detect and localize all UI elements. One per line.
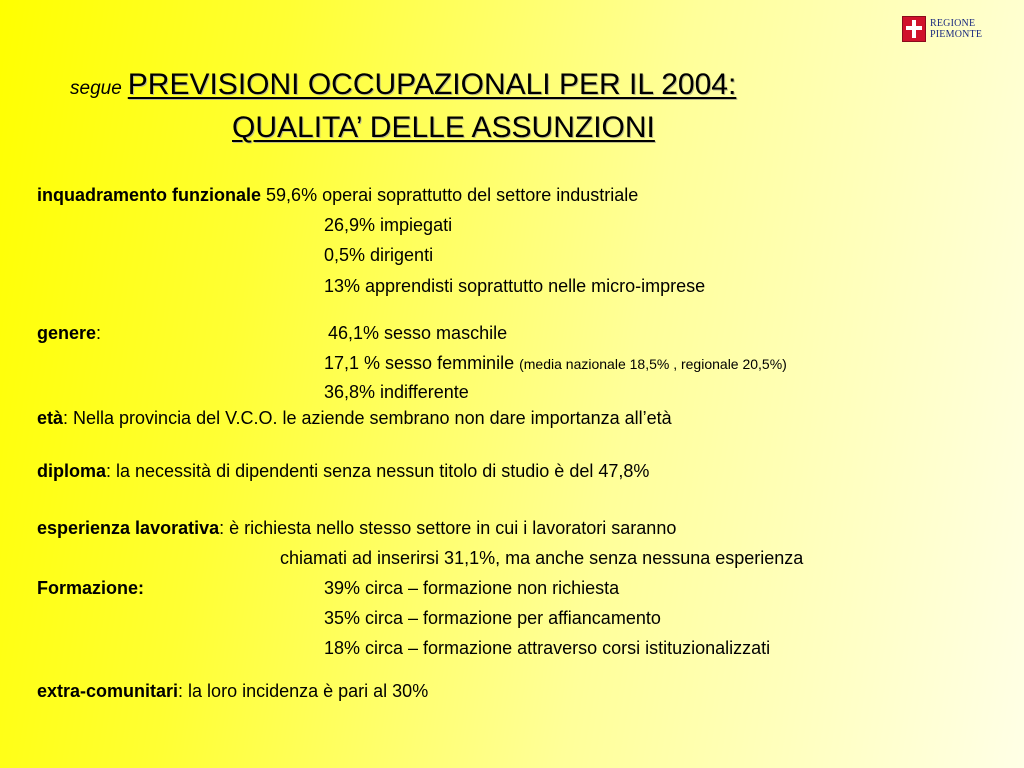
extra-label: extra-comunitari — [37, 681, 179, 701]
extra-text: : la loro incidenza è pari al 30% — [178, 681, 429, 701]
title-prefix: segue — [70, 78, 122, 99]
slide-title-line2 — [232, 111, 655, 145]
regione-piemonte-logo — [902, 16, 982, 42]
inquadramento-item: 0,5% dirigenti — [324, 245, 434, 265]
formazione-item: 18% circa – formazione attraverso corsi istituzionalizzati — [324, 638, 771, 658]
diploma-row — [37, 460, 649, 482]
genere-female: 17,1 % sesso femminile — [324, 353, 515, 373]
eta-text: : Nella provincia del V.C.O. le aziende sembrano non dare importanza all’età — [63, 408, 672, 428]
logo-line2: PIEMONTE — [930, 29, 983, 40]
inquadramento-item: 59,6% operai soprattutto del settore industriale — [266, 185, 639, 205]
title-line2: QUALITA’ DELLE ASSUNZIONI — [232, 111, 655, 144]
genere-indifferent: 36,8% indifferente — [324, 382, 469, 402]
inquadramento-item: 26,9% impiegati — [324, 215, 453, 235]
inquadramento-item: 13% apprendisti soprattutto nelle micro-imprese — [324, 276, 706, 296]
genere-sep: : — [96, 323, 102, 343]
esperienza-label: esperienza lavorativa — [37, 518, 220, 538]
esperienza-row — [37, 517, 676, 539]
diploma-label: diploma — [37, 461, 107, 481]
esperienza-text1: : è richiesta nello stesso settore in cui i lavoratori saranno — [219, 518, 677, 538]
genere-label: genere — [37, 323, 97, 343]
logo-line1: REGIONE — [930, 18, 976, 29]
formazione-item: 35% circa – formazione per affiancamento — [324, 608, 661, 628]
genere-row — [37, 322, 101, 344]
extra-row — [37, 680, 428, 702]
genere-female-note: (media nazionale 18,5% , regionale 20,5%) — [519, 356, 787, 372]
formazione-item: 39% circa – formazione non richiesta — [324, 578, 620, 598]
genere-male: 46,1% sesso maschile — [328, 323, 508, 343]
eta-row — [37, 407, 672, 429]
esperienza-text2: chiamati ad inserirsi 31,1%, ma anche senza nessuna esperienza — [280, 548, 804, 568]
formazione-row — [37, 577, 144, 599]
eta-label: età — [37, 408, 64, 428]
slide-title — [70, 68, 736, 102]
diploma-text: : la necessità di dipendenti senza nessun titolo di studio è del 47,8% — [106, 461, 650, 481]
inquadramento-label: inquadramento funzionale — [37, 185, 262, 205]
formazione-label: Formazione: — [37, 578, 145, 598]
genere-female-row — [324, 352, 787, 375]
logo-text — [930, 18, 982, 40]
title-line1: PREVISIONI OCCUPAZIONALI PER IL 2004: — [127, 68, 737, 101]
inquadramento-row — [37, 184, 638, 206]
piemonte-flag-icon — [902, 16, 926, 42]
